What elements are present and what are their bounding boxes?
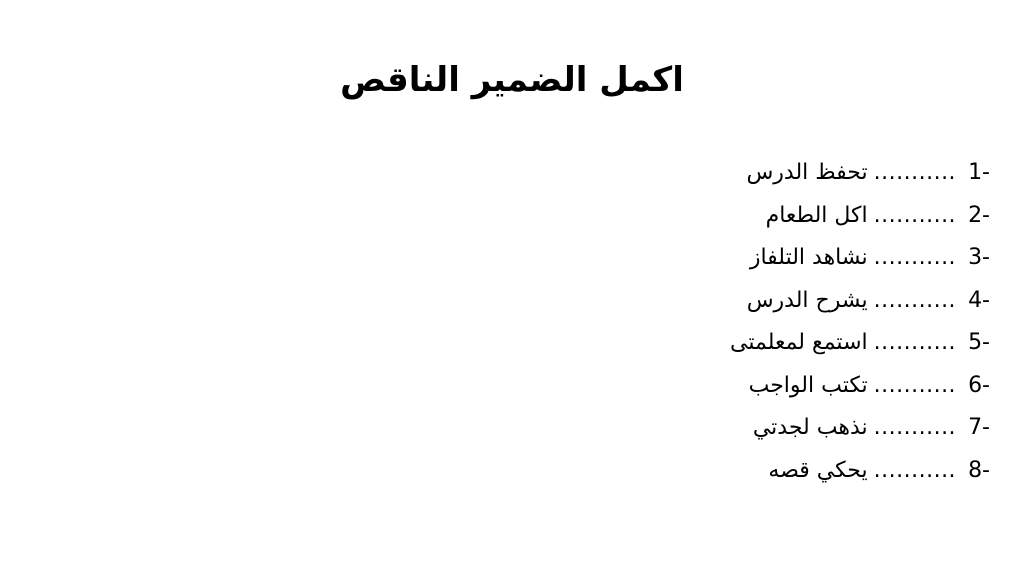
- item-text: تكتب الواجب: [748, 372, 868, 398]
- list-item: [730, 322, 990, 365]
- list-item: [730, 450, 990, 493]
- blank-placeholder: ...........: [873, 245, 957, 270]
- blank-placeholder: ...........: [873, 330, 957, 355]
- item-number: 2-: [968, 202, 990, 228]
- item-number: 5-: [968, 330, 990, 355]
- page-title: اكمل الضمير الناقص: [340, 60, 684, 100]
- item-number: 4-: [968, 287, 990, 313]
- item-number: 6-: [968, 372, 990, 398]
- blank-placeholder: ...........: [873, 415, 957, 440]
- blank-placeholder: ...........: [873, 160, 957, 185]
- blank-placeholder: ...........: [873, 457, 957, 483]
- list-item: [730, 152, 990, 195]
- item-text: نشاهد التلفاز: [749, 245, 868, 270]
- item-number: 8-: [968, 457, 990, 483]
- item-number: 3-: [968, 245, 990, 270]
- item-number: 7-: [968, 415, 990, 440]
- item-text: يحكي قصه: [768, 457, 868, 483]
- blank-placeholder: ...........: [873, 287, 957, 313]
- blank-placeholder: ...........: [873, 202, 957, 228]
- list-item: [730, 195, 990, 238]
- item-number: 1-: [968, 160, 990, 185]
- list-item: [730, 280, 990, 323]
- list-item: [730, 365, 990, 408]
- list-item: [730, 407, 990, 450]
- blank-placeholder: ...........: [873, 372, 957, 398]
- exercise-list: [730, 152, 990, 492]
- item-text: استمع لمعلمتى: [730, 330, 868, 355]
- item-text: يشرح الدرس: [746, 287, 868, 313]
- list-item: [730, 237, 990, 280]
- item-text: تحفظ الدرس: [746, 160, 868, 185]
- item-text: نذهب لجدتي: [752, 415, 868, 440]
- item-text: اكل الطعام: [765, 202, 868, 228]
